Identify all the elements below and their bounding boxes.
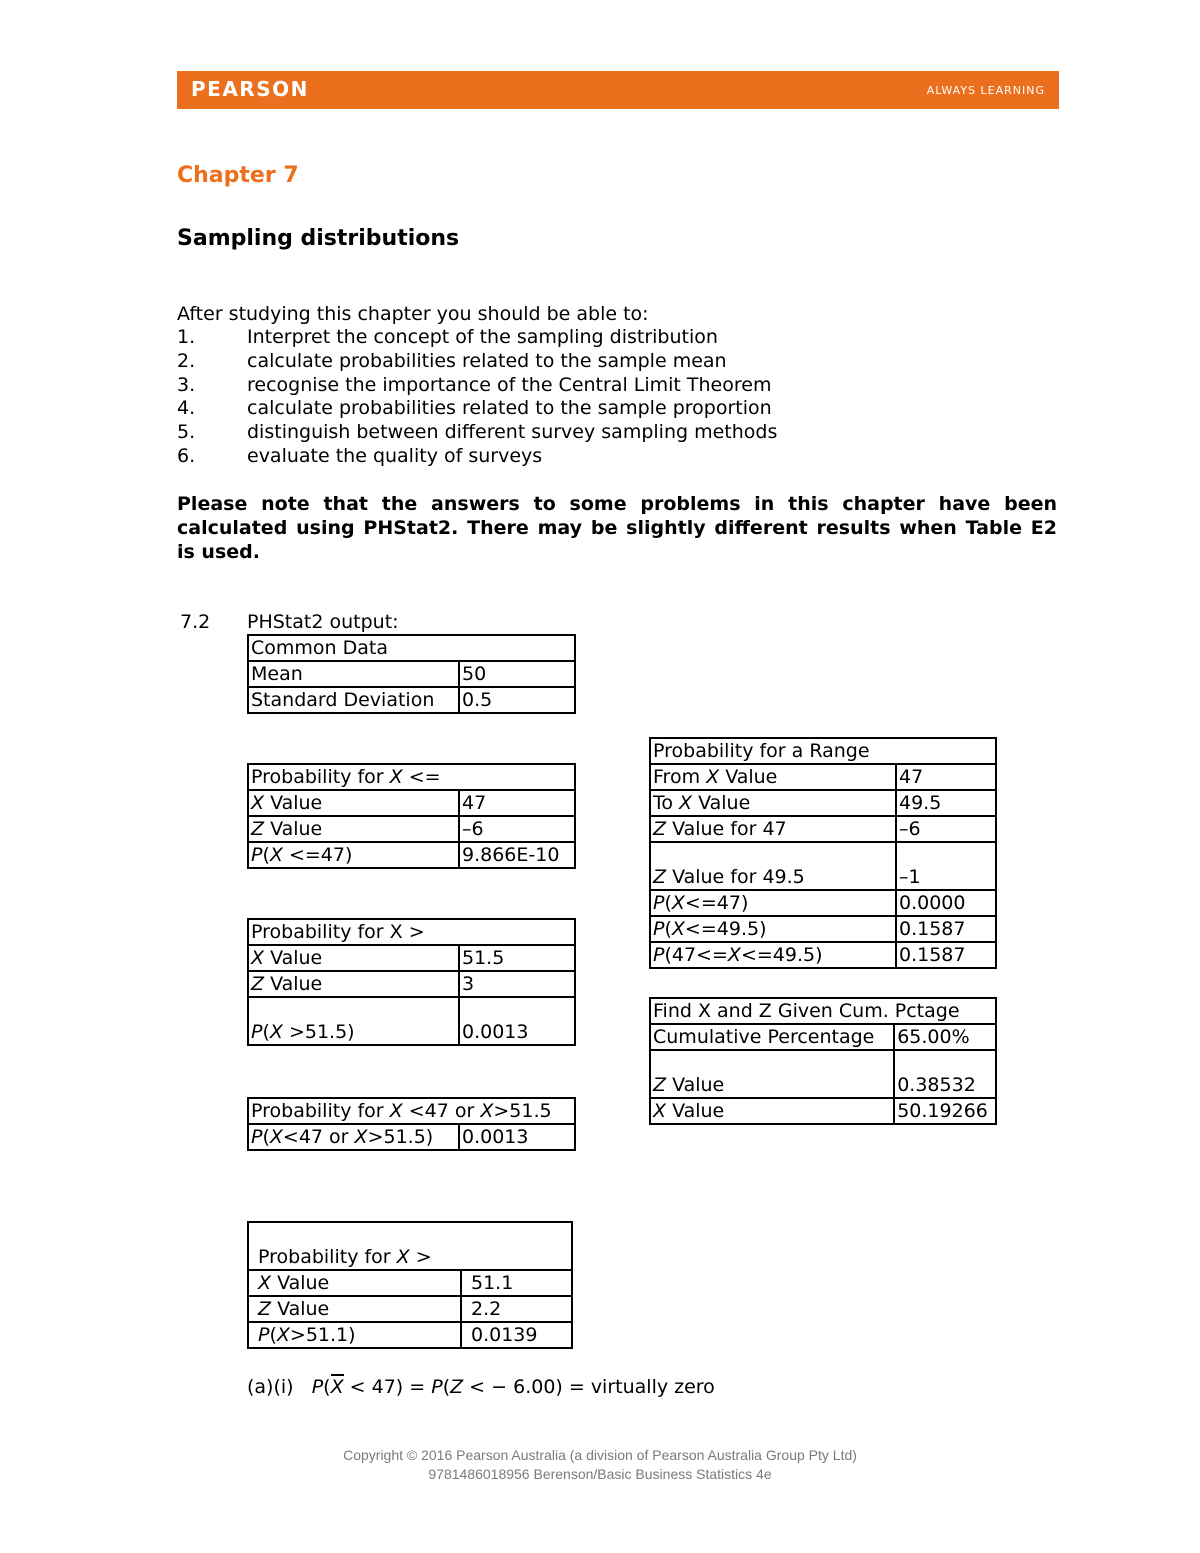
- prob-or-table: Probability for X <47 or X>51.5 P(X<47 or X>51.5) 0.0013: [247, 1097, 576, 1151]
- list-item: 1. Interpret the concept of the sampling distribution: [177, 326, 718, 348]
- table-header: Probability for X <=: [248, 764, 575, 790]
- objectives-list: [177, 326, 777, 469]
- brand-logo: PEARSON: [191, 77, 309, 101]
- find-xz-table: Find X and Z Given Cum. Pctage Cumulative Percentage 65.00% Z Value 0.38532 X Value 50.19266: [649, 997, 997, 1125]
- table-header: Probability for X >: [248, 919, 575, 945]
- prob-gt-table: Probability for X > X Value 51.5 Z Value 3 P(X >51.5) 0.0013: [247, 918, 576, 1046]
- footer-isbn: 9781486018956 Berenson/Basic Business Statistics 4e: [428, 1466, 772, 1482]
- page-title: Sampling distributions: [177, 226, 460, 251]
- brand-tagline: ALWAYS LEARNING: [926, 84, 1045, 97]
- list-item: 4. calculate probabilities related to the sample proportion: [177, 397, 772, 420]
- header-banner: [177, 71, 1059, 109]
- x-bar-symbol: X: [330, 1376, 344, 1398]
- problem-number: 7.2: [180, 611, 211, 633]
- table-header: Probability for X >: [248, 1222, 572, 1270]
- prob-le-table: Probability for X <= X Value 47 Z Value –6 P(X <=47) 9.866E-10: [247, 763, 576, 869]
- answer-line: (a)(i) P(X < 47) = P(Z < − 6.00) = virtually zero: [247, 1376, 715, 1398]
- table-header: Common Data: [248, 635, 575, 661]
- list-item: 5. distinguish between different survey sampling methods: [177, 421, 778, 444]
- note-paragraph: Please note that the answers to some problems in this chapter have been calculated using PHStat2. There may be slightly different results when Table E2 is used.: [177, 493, 1057, 563]
- table-header: Probability for a Range: [650, 738, 996, 764]
- table-header: Find X and Z Given Cum. Pctage: [650, 998, 996, 1024]
- common-data-table: Common Data Mean 50 Standard Deviation 0.5: [247, 634, 576, 714]
- footer-copyright: Copyright © 2016 Pearson Australia (a division of Pearson Australia Group Pty Ltd): [343, 1447, 857, 1463]
- problem-text: PHStat2 output:: [247, 611, 399, 633]
- prob-gt2-table: Probability for X > X Value 51.1 Z Value 2.2 P(X>51.1) 0.0139: [247, 1221, 573, 1349]
- list-item: 3. recognise the importance of the Central Limit Theorem: [177, 373, 772, 396]
- prob-range-table: Probability for a Range From X Value 47 To X Value 49.5 Z Value for 47 –6 Z Value for 49.5 –1 P(X<=47) 0.0000 P(X<=49.5) 0.1587 P(47<=X<=49.5) 0.1587: [649, 737, 997, 969]
- intro-text: After studying this chapter you should be able to:: [177, 303, 649, 325]
- chapter-heading: Chapter 7: [177, 163, 299, 188]
- table-header: Probability for X <47 or X>51.5: [248, 1098, 575, 1124]
- list-item: 2. calculate probabilities related to the sample mean: [177, 349, 727, 372]
- list-item: 6. evaluate the quality of surveys: [177, 444, 543, 467]
